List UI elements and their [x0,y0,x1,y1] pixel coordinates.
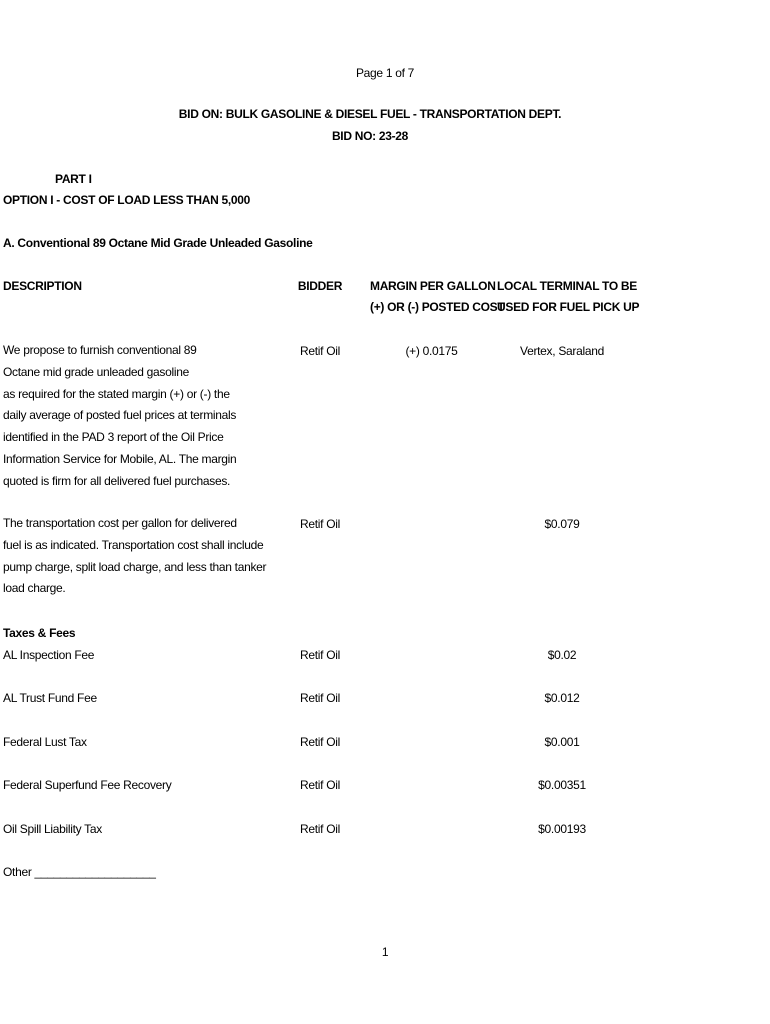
fee-bidder: Retif Oil [300,735,340,749]
taxes-heading: Taxes & Fees [3,626,76,640]
option-label: OPTION I - COST OF LOAD LESS THAN 5,000 [3,193,250,207]
fee-name: AL Inspection Fee [3,648,95,662]
fee-value: $0.012 [544,691,580,705]
column-header-terminal-line1: LOCAL TERMINAL TO BE [497,279,638,293]
fee-value: $0.001 [544,735,580,749]
proposal-description: We propose to furnish conventional 89 Octane mid grade unleaded gasoline as required for the stated margin (+) or (-) the daily average of posted fuel prices at terminals identified in the PAD 3 report of the Oil Price Information Service for Mobile, AL. The margin quoted is firm for all delivered fuel purchases. [3,343,237,488]
transport-value: $0.079 [544,517,580,531]
proposal-margin: (+) 0.0175 [405,344,458,358]
column-header-margin-line2: (+) OR (-) POSTED COST [370,300,505,314]
column-header-margin-line1: MARGIN PER GALLON [370,279,496,293]
part-label: PART I [55,172,92,186]
section-title: A. Conventional 89 Octane Mid Grade Unleaded Gasoline [3,236,313,250]
fee-bidder: Retif Oil [300,691,340,705]
fee-bidder: Retif Oil [300,648,340,662]
column-header-bidder: BIDDER [297,279,343,293]
fee-name: Oil Spill Liability Tax [3,822,102,836]
column-header-terminal-line2: USED FOR FUEL PICK UP [497,300,640,314]
column-header-description: DESCRIPTION [3,279,82,293]
fee-bidder: Retif Oil [300,822,340,836]
proposal-terminal: Vertex, Saraland [520,344,604,358]
page-label: Page 1 of 7 [355,66,415,80]
transport-bidder: Retif Oil [300,517,340,531]
other-line: Other ___________________ [3,865,156,879]
fee-value: $0.00351 [538,778,586,792]
proposal-bidder: Retif Oil [300,344,340,358]
fee-value: $0.02 [547,648,577,662]
transport-description: The transportation cost per gallon for delivered fuel is as indicated. Transportation cost shall include pump charge, split load charge, and less than tanker load charge. [3,516,267,596]
bid-title: BID ON: BULK GASOLINE & DIESEL FUEL - TRANSPORTATION DEPT. [178,107,562,121]
fee-name: Federal Superfund Fee Recovery [3,778,172,792]
bid-number: BID NO: 23-28 [331,129,409,143]
fee-name: Federal Lust Tax [3,735,87,749]
fee-name: AL Trust Fund Fee [3,691,97,705]
fee-value: $0.00193 [538,822,586,836]
fee-bidder: Retif Oil [300,778,340,792]
page-number: 1 [381,945,389,959]
